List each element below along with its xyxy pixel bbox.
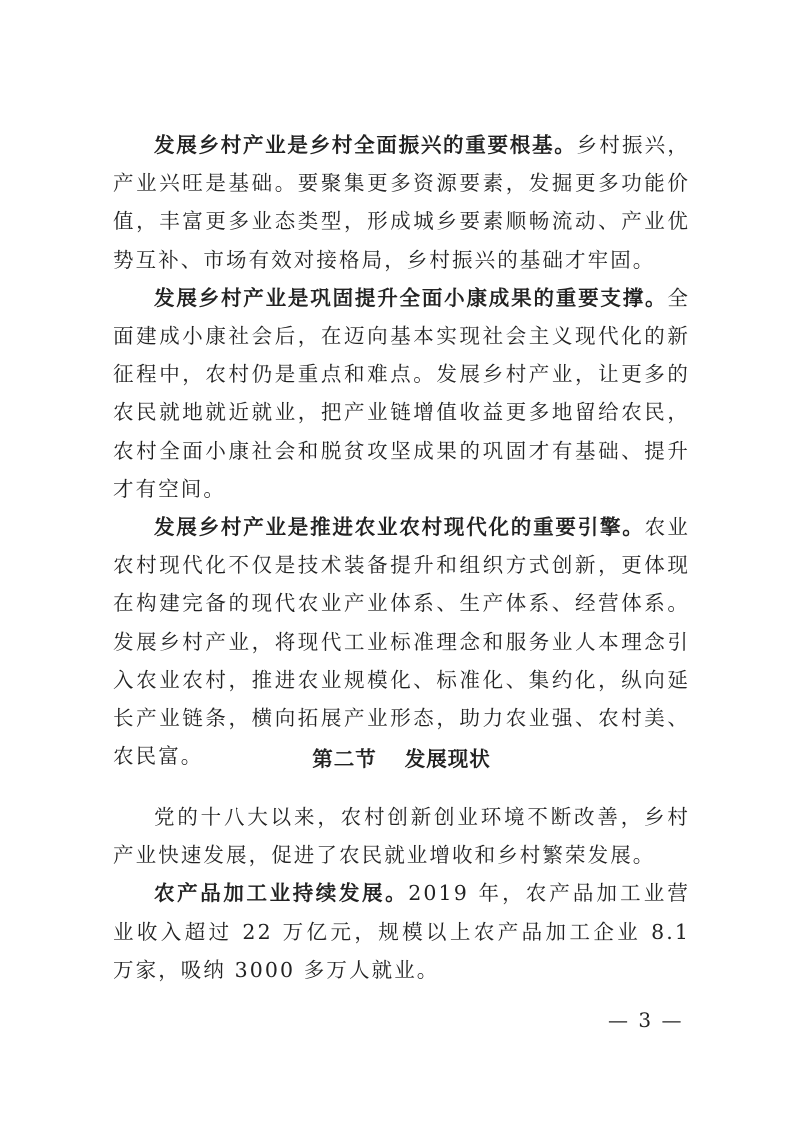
section-heading [113, 742, 690, 772]
paragraph-lead: 发展乡村产业是乡村全面振兴的重要根基。 [154, 133, 577, 157]
paragraph-rural-industry-foundation [113, 126, 690, 279]
paragraph-text: 全面建成小康社会后，在迈向基本实现社会主义现代化的新征程中，农村仍是重点和难点。发展乡村产业，让更多的农民就地就近就业，把产业链增值收益更多地留给农民，农村全面小康社会和脱贫攻坚成果的巩固才有基础、提升才有空间。 [113, 285, 690, 501]
body-text-part-1 [113, 126, 690, 775]
paragraph-moderately-prosperous-support [113, 279, 690, 508]
paragraph-agro-processing [113, 874, 690, 989]
paragraph-current-status-intro [113, 798, 690, 874]
paragraph-modernization-engine [113, 508, 690, 775]
paragraph-text: 党的十八大以来，农村创新创业环境不断改善，乡村产业快速发展，促进了农民就业增收和乡村繁荣发展。 [113, 805, 690, 868]
paragraph-lead: 发展乡村产业是巩固提升全面小康成果的重要支撑。 [154, 285, 668, 310]
paragraph-lead: 农产品加工业持续发展。 [154, 881, 409, 906]
page-number: — 3 — [608, 1008, 684, 1032]
paragraph-lead: 发展乡村产业是推进农业农村现代化的重要引擎。 [154, 515, 645, 540]
body-text-part-2 [113, 798, 690, 989]
paragraph-text: 农业农村现代化不仅是技术装备提升和组织方式创新，更体现在构建完备的现代农业产业体系、生产体系、经营体系。发展乡村产业，将现代工业标准理念和服务业人本理念引入农业农村，推进农业规模化、标准化、集约化，纵向延长产业链条，横向拓展产业形态，助力农业强、农村美、农民富。 [113, 515, 690, 769]
paragraph-text: 乡村振兴，产业兴旺是基础。要聚集更多资源要素，发掘更多功能价值，丰富更多业态类型，形成城乡要素顺畅流动、产业优势互补、市场有效对接格局，乡村振兴的基础才牢固。 [113, 133, 691, 272]
section-number: 第二节 [312, 747, 377, 771]
paragraph-text: 2019 年，农产品加工业营业收入超过 22 万亿元，规模以上农产品加工企业 8.1 万家，吸纳 3000 多万人就业。 [113, 881, 690, 982]
section-title: 发展现状 [404, 747, 491, 771]
